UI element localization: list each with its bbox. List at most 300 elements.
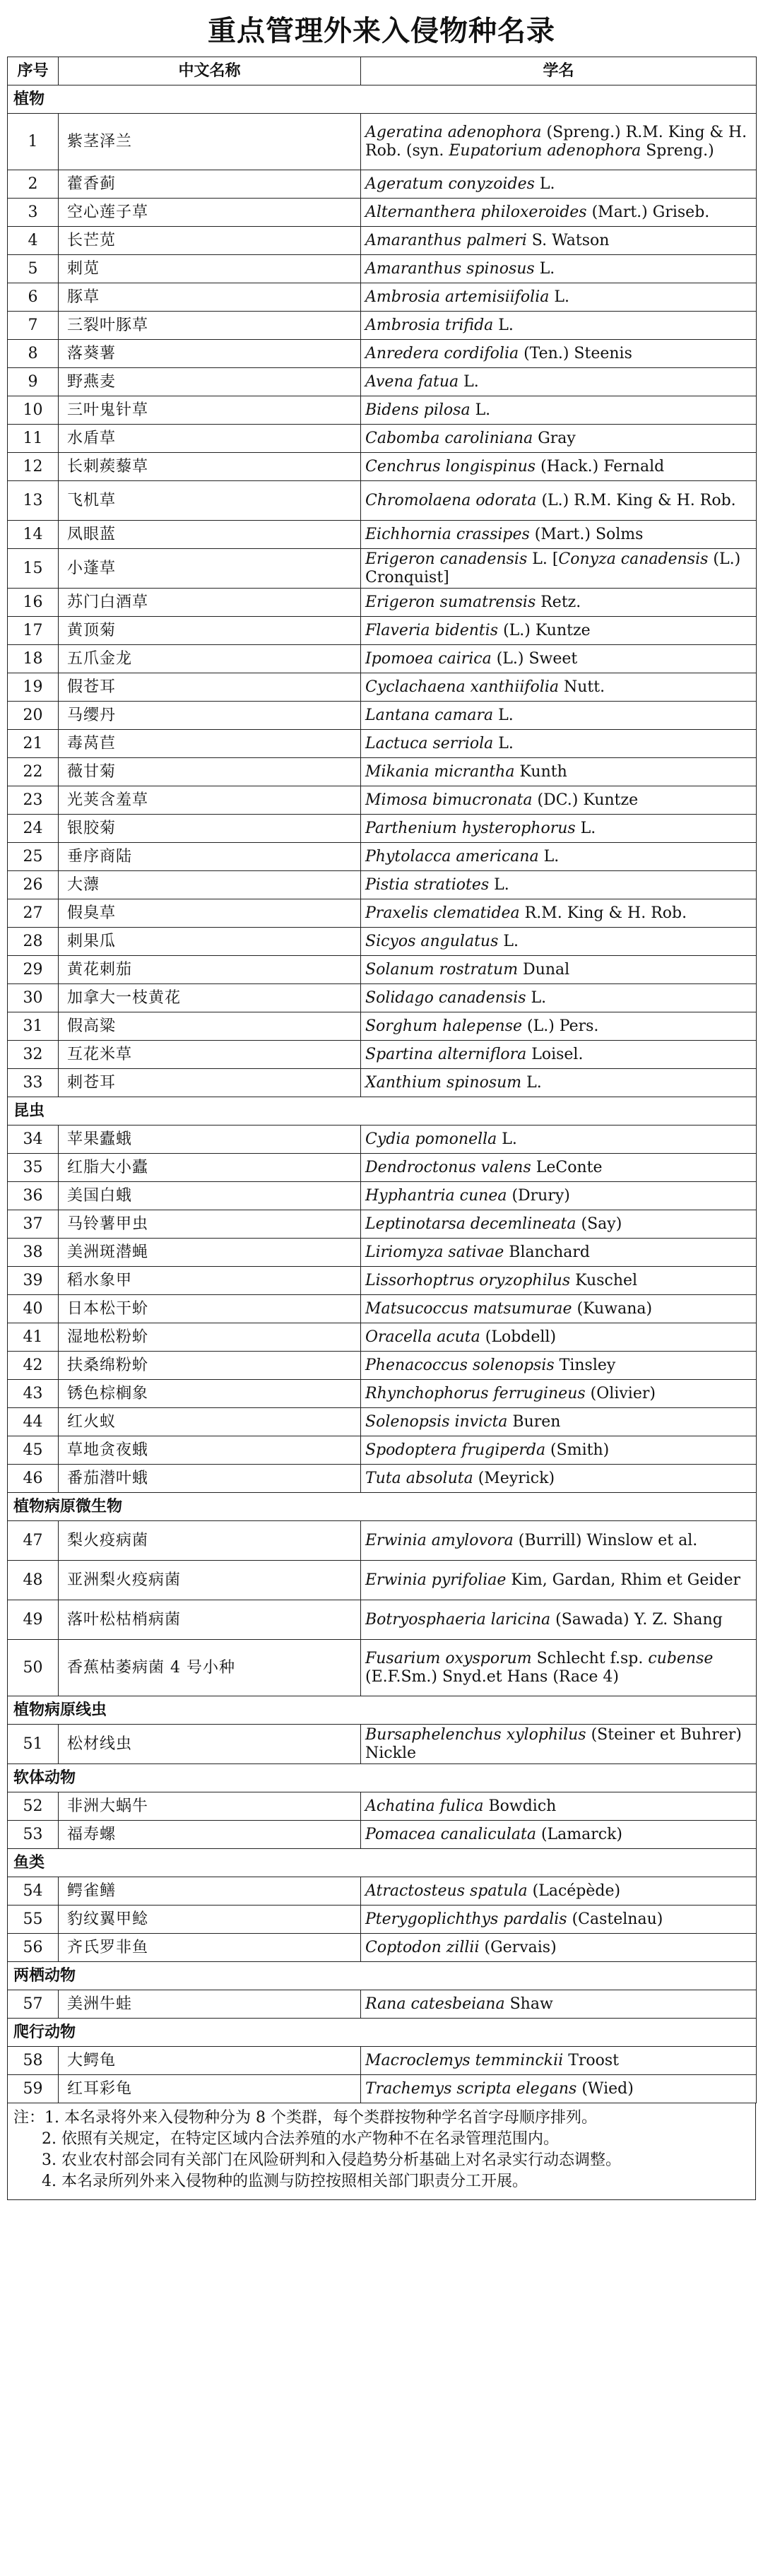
scientific-name-binomial: Erwinia amylovora: [365, 1531, 514, 1549]
category-row: [8, 1493, 757, 1521]
scientific-name: [361, 368, 757, 396]
document-title: 重点管理外来入侵物种名录: [208, 15, 555, 47]
scientific-name-authority: Troost: [563, 2051, 620, 2069]
chinese-name: 银胶菊: [59, 815, 361, 843]
scientific-name: [361, 521, 757, 549]
scientific-name-authority: Blanchard: [504, 1243, 590, 1261]
scientific-name-binomial: Botryosphaeria laricina: [365, 1610, 551, 1629]
table-row: [8, 1352, 757, 1380]
chinese-name: 野燕麦: [59, 368, 361, 396]
scientific-name-binomial: Ageratum conyzoides: [365, 175, 535, 193]
row-number: 7: [8, 312, 59, 340]
scientific-name-binomial: Lactuca serriola: [365, 734, 494, 752]
chinese-name: 草地贪夜蛾: [59, 1436, 361, 1465]
table-row: [8, 283, 757, 312]
scientific-name-authority: L.: [489, 875, 509, 894]
chinese-name: 落叶松枯梢病菌: [59, 1600, 361, 1640]
table-row: [8, 1725, 757, 1764]
row-number: 44: [8, 1408, 59, 1436]
table-row: [8, 1069, 757, 1097]
chinese-name: 光荚含羞草: [59, 786, 361, 815]
scientific-name-binomial: Eichhornia crassipes: [365, 525, 530, 543]
table-row: [8, 1600, 757, 1640]
scientific-name-binomial: Chromolaena odorata: [365, 491, 537, 509]
scientific-name: [361, 283, 757, 312]
scientific-name: [361, 549, 757, 589]
table-row: [8, 1239, 757, 1267]
chinese-name: 毒莴苣: [59, 730, 361, 758]
table-row: [8, 617, 757, 645]
chinese-name: 梨火疫病菌: [59, 1521, 361, 1561]
scientific-name-authority: (E.F.Sm.) Snyd.et Hans (Race 4): [365, 1667, 620, 1686]
table-row: [8, 396, 757, 425]
scientific-name: [361, 1380, 757, 1408]
chinese-name: 福寿螺: [59, 1821, 361, 1849]
chinese-name: 马缨丹: [59, 702, 361, 730]
scientific-name-binomial: Praxelis clematidea: [365, 904, 520, 922]
row-number: 5: [8, 255, 59, 283]
row-number: 59: [8, 2075, 59, 2103]
scientific-name-authority: (Wied): [576, 2079, 634, 2098]
scientific-name-authority: L.: [526, 988, 547, 1007]
scientific-name-binomial: Hyphantria cunea: [365, 1186, 507, 1205]
scientific-name-authority: (Spreng.) R.M. King & H. Rob. (syn.: [365, 123, 747, 160]
scientific-name-binomial: Sorghum halepense: [365, 1017, 523, 1035]
row-number: 58: [8, 2047, 59, 2075]
scientific-name: [361, 340, 757, 368]
scientific-name-binomial: Rana catesbeiana: [365, 1995, 505, 2013]
scientific-name-authority: (L.) Cronquist]: [365, 550, 741, 586]
category-row: [8, 1849, 757, 1877]
scientific-name-authority: Tinsley: [554, 1356, 616, 1374]
row-number: 11: [8, 425, 59, 453]
table-header: [8, 57, 757, 85]
scientific-name-authority: (L.) Pers.: [522, 1017, 599, 1035]
scientific-name-binomial: Amaranthus spinosus: [365, 259, 535, 278]
scientific-name: [361, 1725, 757, 1764]
category-label: 昆虫: [8, 1097, 757, 1125]
table-row: [8, 1521, 757, 1561]
row-number: 20: [8, 702, 59, 730]
scientific-name: [361, 2075, 757, 2103]
scientific-name-authority: (Lobdell): [480, 1328, 557, 1346]
row-number: 23: [8, 786, 59, 815]
row-number: 12: [8, 453, 59, 481]
scientific-name: [361, 1521, 757, 1561]
table-row: [8, 984, 757, 1012]
category-row: [8, 1962, 757, 1990]
category-row: [8, 1097, 757, 1125]
row-number: 35: [8, 1154, 59, 1182]
table-row: [8, 1792, 757, 1821]
table-row: [8, 786, 757, 815]
scientific-name-authority: Loisel.: [526, 1045, 584, 1063]
chinese-name: 三叶鬼针草: [59, 396, 361, 425]
scientific-name-authority: (DC.) Kuntze: [532, 791, 639, 809]
scientific-name-authority: Kuschel: [570, 1271, 638, 1289]
row-number: 32: [8, 1041, 59, 1069]
scientific-name-authority: Kunth: [514, 762, 567, 781]
chinese-name: 美国白蛾: [59, 1182, 361, 1210]
row-number: 52: [8, 1792, 59, 1821]
table-row: [8, 1408, 757, 1436]
scientific-name-binomial: Fusarium oxysporum: [365, 1649, 532, 1667]
scientific-name: [361, 1436, 757, 1465]
chinese-name: 红脂大小蠹: [59, 1154, 361, 1182]
row-number: 49: [8, 1600, 59, 1640]
scientific-name-binomial: Oracella acuta: [365, 1328, 480, 1346]
chinese-name: 假高粱: [59, 1012, 361, 1041]
table-row: [8, 871, 757, 899]
scientific-name-binomial: Ambrosia artemisiifolia: [365, 288, 550, 306]
chinese-name: 苏门白酒草: [59, 589, 361, 617]
chinese-name: 刺苋: [59, 255, 361, 283]
table-row: [8, 815, 757, 843]
scientific-name-binomial: Liriomyza sativae: [365, 1243, 504, 1261]
scientific-name-authority: (Lamarck): [536, 1825, 623, 1843]
note-line: 注：1. 本名录将外来入侵物种分为 8 个类群，每个类群按物种学名首字母顺序排列。: [13, 2109, 597, 2127]
table-row: [8, 481, 757, 521]
scientific-name-binomial: Mimosa bimucronata: [365, 791, 533, 809]
scientific-name: [361, 1352, 757, 1380]
scientific-name-authority: (Lacépède): [527, 1881, 621, 1900]
scientific-name-binomial: Amaranthus palmeri: [365, 231, 527, 249]
chinese-name: 大薸: [59, 871, 361, 899]
chinese-name: 三裂叶豚草: [59, 312, 361, 340]
scientific-name-binomial: Xanthium spinosum: [365, 1073, 522, 1092]
scientific-name: [361, 481, 757, 521]
table-row: [8, 1465, 757, 1493]
chinese-name: 齐氏罗非鱼: [59, 1934, 361, 1962]
category-row: [8, 1764, 757, 1792]
scientific-name-binomial: cubense: [648, 1649, 714, 1667]
scientific-name-binomial: Pomacea canaliculata: [365, 1825, 536, 1843]
scientific-name-binomial: Pistia stratiotes: [365, 875, 490, 894]
scientific-name-binomial: Achatina fulica: [365, 1797, 484, 1815]
category-label: 两栖动物: [8, 1962, 757, 1990]
row-number: 46: [8, 1465, 59, 1493]
scientific-name-authority: Dunal: [518, 960, 570, 979]
scientific-name-authority: L.: [493, 734, 514, 752]
row-number: 42: [8, 1352, 59, 1380]
chinese-name: 垂序商陆: [59, 843, 361, 871]
scientific-name: [361, 227, 757, 255]
scientific-name-authority: L.: [459, 372, 479, 391]
scientific-name-binomial: Matsucoccus matsumurae: [365, 1299, 572, 1318]
scientific-name: [361, 1041, 757, 1069]
table-row: [8, 453, 757, 481]
row-number: 27: [8, 899, 59, 928]
scientific-name-authority: Gray: [533, 429, 576, 447]
scientific-name-authority: Shaw: [504, 1995, 553, 2013]
scientific-name-binomial: Macroclemys temminckii: [365, 2051, 564, 2069]
chinese-name: 假臭草: [59, 899, 361, 928]
scientific-name-authority: (Olivier): [585, 1384, 656, 1402]
scientific-name: [361, 114, 757, 170]
table-body: [8, 85, 757, 2103]
scientific-name: [361, 1239, 757, 1267]
scientific-name: [361, 199, 757, 227]
row-number: 36: [8, 1182, 59, 1210]
scientific-name: [361, 843, 757, 871]
scientific-name-authority: (Ten.) Steenis: [519, 344, 632, 362]
scientific-name-binomial: Anredera cordifolia: [365, 344, 519, 362]
chinese-name: 长刺蒺藜草: [59, 453, 361, 481]
table-row: [8, 956, 757, 984]
scientific-name-binomial: Cydia pomonella: [365, 1130, 497, 1148]
scientific-name-binomial: Parthenium hysterophorus: [365, 819, 576, 837]
scientific-name-binomial: Ageratina adenophora: [365, 123, 542, 141]
scientific-name-binomial: Spartina alterniflora: [365, 1045, 527, 1063]
category-row: [8, 85, 757, 114]
scientific-name: [361, 1934, 757, 1962]
table-row: [8, 1436, 757, 1465]
scientific-name-authority: Schlecht f.sp.: [531, 1649, 649, 1667]
table-row: [8, 1380, 757, 1408]
table-row: [8, 702, 757, 730]
table-row: [8, 1323, 757, 1352]
table-row: [8, 1041, 757, 1069]
table-row: [8, 928, 757, 956]
scientific-name-authority: Kim, Gardan, Rhim et Geider: [506, 1571, 741, 1589]
table-row: [8, 1125, 757, 1154]
row-number: 54: [8, 1877, 59, 1906]
scientific-name-binomial: Flaveria bidentis: [365, 621, 499, 639]
scientific-name-binomial: Rhynchophorus ferrugineus: [365, 1384, 586, 1402]
scientific-name-authority: L.: [534, 175, 555, 193]
scientific-name-binomial: Atractosteus spatula: [365, 1881, 528, 1900]
chinese-name: 五爪金龙: [59, 645, 361, 673]
row-number: 26: [8, 871, 59, 899]
scientific-name-binomial: Solidago canadensis: [365, 988, 526, 1007]
scientific-name-authority: R.M. King & H. Rob.: [519, 904, 687, 922]
row-number: 30: [8, 984, 59, 1012]
scientific-name: [361, 1154, 757, 1182]
scientific-name-authority: L.: [534, 259, 555, 278]
table-row: [8, 673, 757, 702]
row-number: 45: [8, 1436, 59, 1465]
chinese-name: 非洲大蜗牛: [59, 1792, 361, 1821]
row-number: 14: [8, 521, 59, 549]
chinese-name: 刺苍耳: [59, 1069, 361, 1097]
row-number: 50: [8, 1640, 59, 1696]
row-number: 21: [8, 730, 59, 758]
row-number: 18: [8, 645, 59, 673]
row-number: 55: [8, 1906, 59, 1934]
table-row: [8, 521, 757, 549]
scientific-name-authority: L.: [575, 819, 596, 837]
scientific-name-authority: (Mart.) Griseb.: [586, 203, 710, 221]
table-row: [8, 549, 757, 589]
chinese-name: 红耳彩龟: [59, 2075, 361, 2103]
chinese-name: 落葵薯: [59, 340, 361, 368]
scientific-name-authority: Nutt.: [559, 678, 605, 696]
scientific-name: [361, 425, 757, 453]
scientific-name: [361, 899, 757, 928]
scientific-name-authority: (Smith): [545, 1441, 610, 1459]
table-row: [8, 199, 757, 227]
scientific-name-authority: (Burrill) Winslow et al.: [513, 1531, 698, 1549]
row-number: 3: [8, 199, 59, 227]
row-number: 47: [8, 1521, 59, 1561]
table-row: [8, 425, 757, 453]
scientific-name: [361, 1640, 757, 1696]
chinese-name: 加拿大一枝黄花: [59, 984, 361, 1012]
table-row: [8, 114, 757, 170]
table-row: [8, 1267, 757, 1295]
scientific-name: [361, 1069, 757, 1097]
scientific-name-authority: L.: [521, 1073, 542, 1092]
row-number: 19: [8, 673, 59, 702]
row-number: 8: [8, 340, 59, 368]
scientific-name: [361, 396, 757, 425]
scientific-name-binomial: Spodoptera frugiperda: [365, 1441, 546, 1459]
scientific-name-authority: (Drury): [507, 1186, 570, 1205]
scientific-name-authority: L.: [493, 316, 514, 334]
scientific-name: [361, 1821, 757, 1849]
scientific-name-authority: S. Watson: [526, 231, 610, 249]
note-line: 3. 农业农村部会同有关部门在风险研判和入侵趋势分析基础上对名录实行动态调整。: [42, 2151, 621, 2169]
table-row: [8, 1640, 757, 1696]
scientific-name: [361, 1323, 757, 1352]
scientific-name-binomial: Erwinia pyrifoliae: [365, 1571, 507, 1589]
scientific-name-binomial: Solanum rostratum: [365, 960, 519, 979]
category-label: 爬行动物: [8, 2019, 757, 2047]
note-line: 2. 依照有关规定，在特定区域内合法养殖的水产物种不在名录管理范围内。: [42, 2130, 559, 2148]
header-chinese-name: 中文名称: [59, 57, 361, 85]
scientific-name-authority: (Steiner et Buhrer) Nickle: [365, 1725, 742, 1762]
scientific-name: [361, 312, 757, 340]
category-label: 植物: [8, 85, 757, 114]
chinese-name: 黄花刺茄: [59, 956, 361, 984]
table-row: [8, 758, 757, 786]
table-row: [8, 645, 757, 673]
table-row: [8, 340, 757, 368]
table-row: [8, 2075, 757, 2103]
scientific-name: [361, 1182, 757, 1210]
chinese-name: 小蓬草: [59, 549, 361, 589]
chinese-name: 凤眼蓝: [59, 521, 361, 549]
scientific-name-binomial: Mikania micrantha: [365, 762, 515, 781]
scientific-name: [361, 928, 757, 956]
scientific-name-binomial: Tuta absoluta: [365, 1469, 473, 1487]
row-number: 4: [8, 227, 59, 255]
scientific-name-binomial: Erigeron sumatrensis: [365, 593, 536, 611]
chinese-name: 稻水象甲: [59, 1267, 361, 1295]
chinese-name: 苹果蠹蛾: [59, 1125, 361, 1154]
category-label: 软体动物: [8, 1764, 757, 1792]
scientific-name: [361, 589, 757, 617]
chinese-name: 长芒苋: [59, 227, 361, 255]
scientific-name-authority: L.: [549, 288, 569, 306]
note-line: 4. 本名录所列外来入侵物种的监测与防控按照相关部门职责分工开展。: [42, 2173, 528, 2190]
scientific-name: [361, 1012, 757, 1041]
chinese-name: 锈色棕榈象: [59, 1380, 361, 1408]
scientific-name-authority: Buren: [507, 1412, 561, 1431]
scientific-name-binomial: Sicyos angulatus: [365, 932, 499, 950]
scientific-name-binomial: Conyza canadensis: [558, 550, 709, 568]
scientific-name: [361, 1210, 757, 1239]
row-number: 1: [8, 114, 59, 170]
scientific-name-authority: (Sawada) Y. Z. Shang: [550, 1610, 723, 1629]
table-row: [8, 589, 757, 617]
scientific-name: [361, 255, 757, 283]
row-number: 51: [8, 1725, 59, 1764]
table-row: [8, 1295, 757, 1323]
scientific-name-binomial: Bidens pilosa: [365, 401, 471, 419]
header-scientific-name: 学名: [361, 57, 757, 85]
scientific-name-binomial: Solenopsis invicta: [365, 1412, 508, 1431]
scientific-name-authority: (Castelnau): [567, 1910, 663, 1928]
scientific-name: [361, 1792, 757, 1821]
row-number: 15: [8, 549, 59, 589]
scientific-name-authority: (L.) R.M. King & H. Rob.: [536, 491, 736, 509]
header-num: 序号: [8, 57, 59, 85]
scientific-name-authority: LeConte: [531, 1158, 603, 1176]
row-number: 57: [8, 1990, 59, 2019]
table-row: [8, 368, 757, 396]
chinese-name: 美洲斑潜蝇: [59, 1239, 361, 1267]
scientific-name-binomial: Erigeron canadensis: [365, 550, 528, 568]
scientific-name-authority: Retz.: [536, 593, 581, 611]
row-number: 25: [8, 843, 59, 871]
scientific-name: [361, 170, 757, 199]
scientific-name-authority: L.: [497, 1130, 517, 1148]
scientific-name-binomial: Phenacoccus solenopsis: [365, 1356, 555, 1374]
scientific-name: [361, 786, 757, 815]
scientific-name-binomial: Bursaphelenchus xylophilus: [365, 1725, 586, 1744]
chinese-name: 水盾草: [59, 425, 361, 453]
row-number: 56: [8, 1934, 59, 1962]
chinese-name: 紫茎泽兰: [59, 114, 361, 170]
scientific-name-authority: (L.) Kuntze: [498, 621, 591, 639]
row-number: 34: [8, 1125, 59, 1154]
row-number: 41: [8, 1323, 59, 1352]
chinese-name: 美洲牛蛙: [59, 1990, 361, 2019]
row-number: 29: [8, 956, 59, 984]
scientific-name-authority: (Hack.) Fernald: [536, 457, 665, 475]
chinese-name: 湿地松粉蚧: [59, 1323, 361, 1352]
row-number: 22: [8, 758, 59, 786]
scientific-name: [361, 984, 757, 1012]
chinese-name: 刺果瓜: [59, 928, 361, 956]
scientific-name: [361, 702, 757, 730]
scientific-name: [361, 453, 757, 481]
chinese-name: 飞机草: [59, 481, 361, 521]
scientific-name-authority: L. [: [527, 550, 559, 568]
scientific-name: [361, 1125, 757, 1154]
category-label: 植物病原微生物: [8, 1493, 757, 1521]
chinese-name: 红火蚁: [59, 1408, 361, 1436]
row-number: 9: [8, 368, 59, 396]
scientific-name: [361, 1295, 757, 1323]
scientific-name: [361, 1877, 757, 1906]
table-row: [8, 1182, 757, 1210]
notes-section: [7, 2103, 756, 2200]
row-number: 33: [8, 1069, 59, 1097]
chinese-name: 空心莲子草: [59, 199, 361, 227]
scientific-name-authority: L.: [538, 847, 560, 865]
scientific-name-binomial: Phytolacca americana: [365, 847, 539, 865]
table-row: [8, 1821, 757, 1849]
scientific-name-authority: L.: [470, 401, 491, 419]
chinese-name: 扶桑绵粉蚧: [59, 1352, 361, 1380]
chinese-name: 日本松干蚧: [59, 1295, 361, 1323]
table-row: [8, 843, 757, 871]
scientific-name-binomial: Leptinotarsa decemlineata: [365, 1215, 576, 1233]
category-label: 植物病原线虫: [8, 1696, 757, 1725]
row-number: 31: [8, 1012, 59, 1041]
